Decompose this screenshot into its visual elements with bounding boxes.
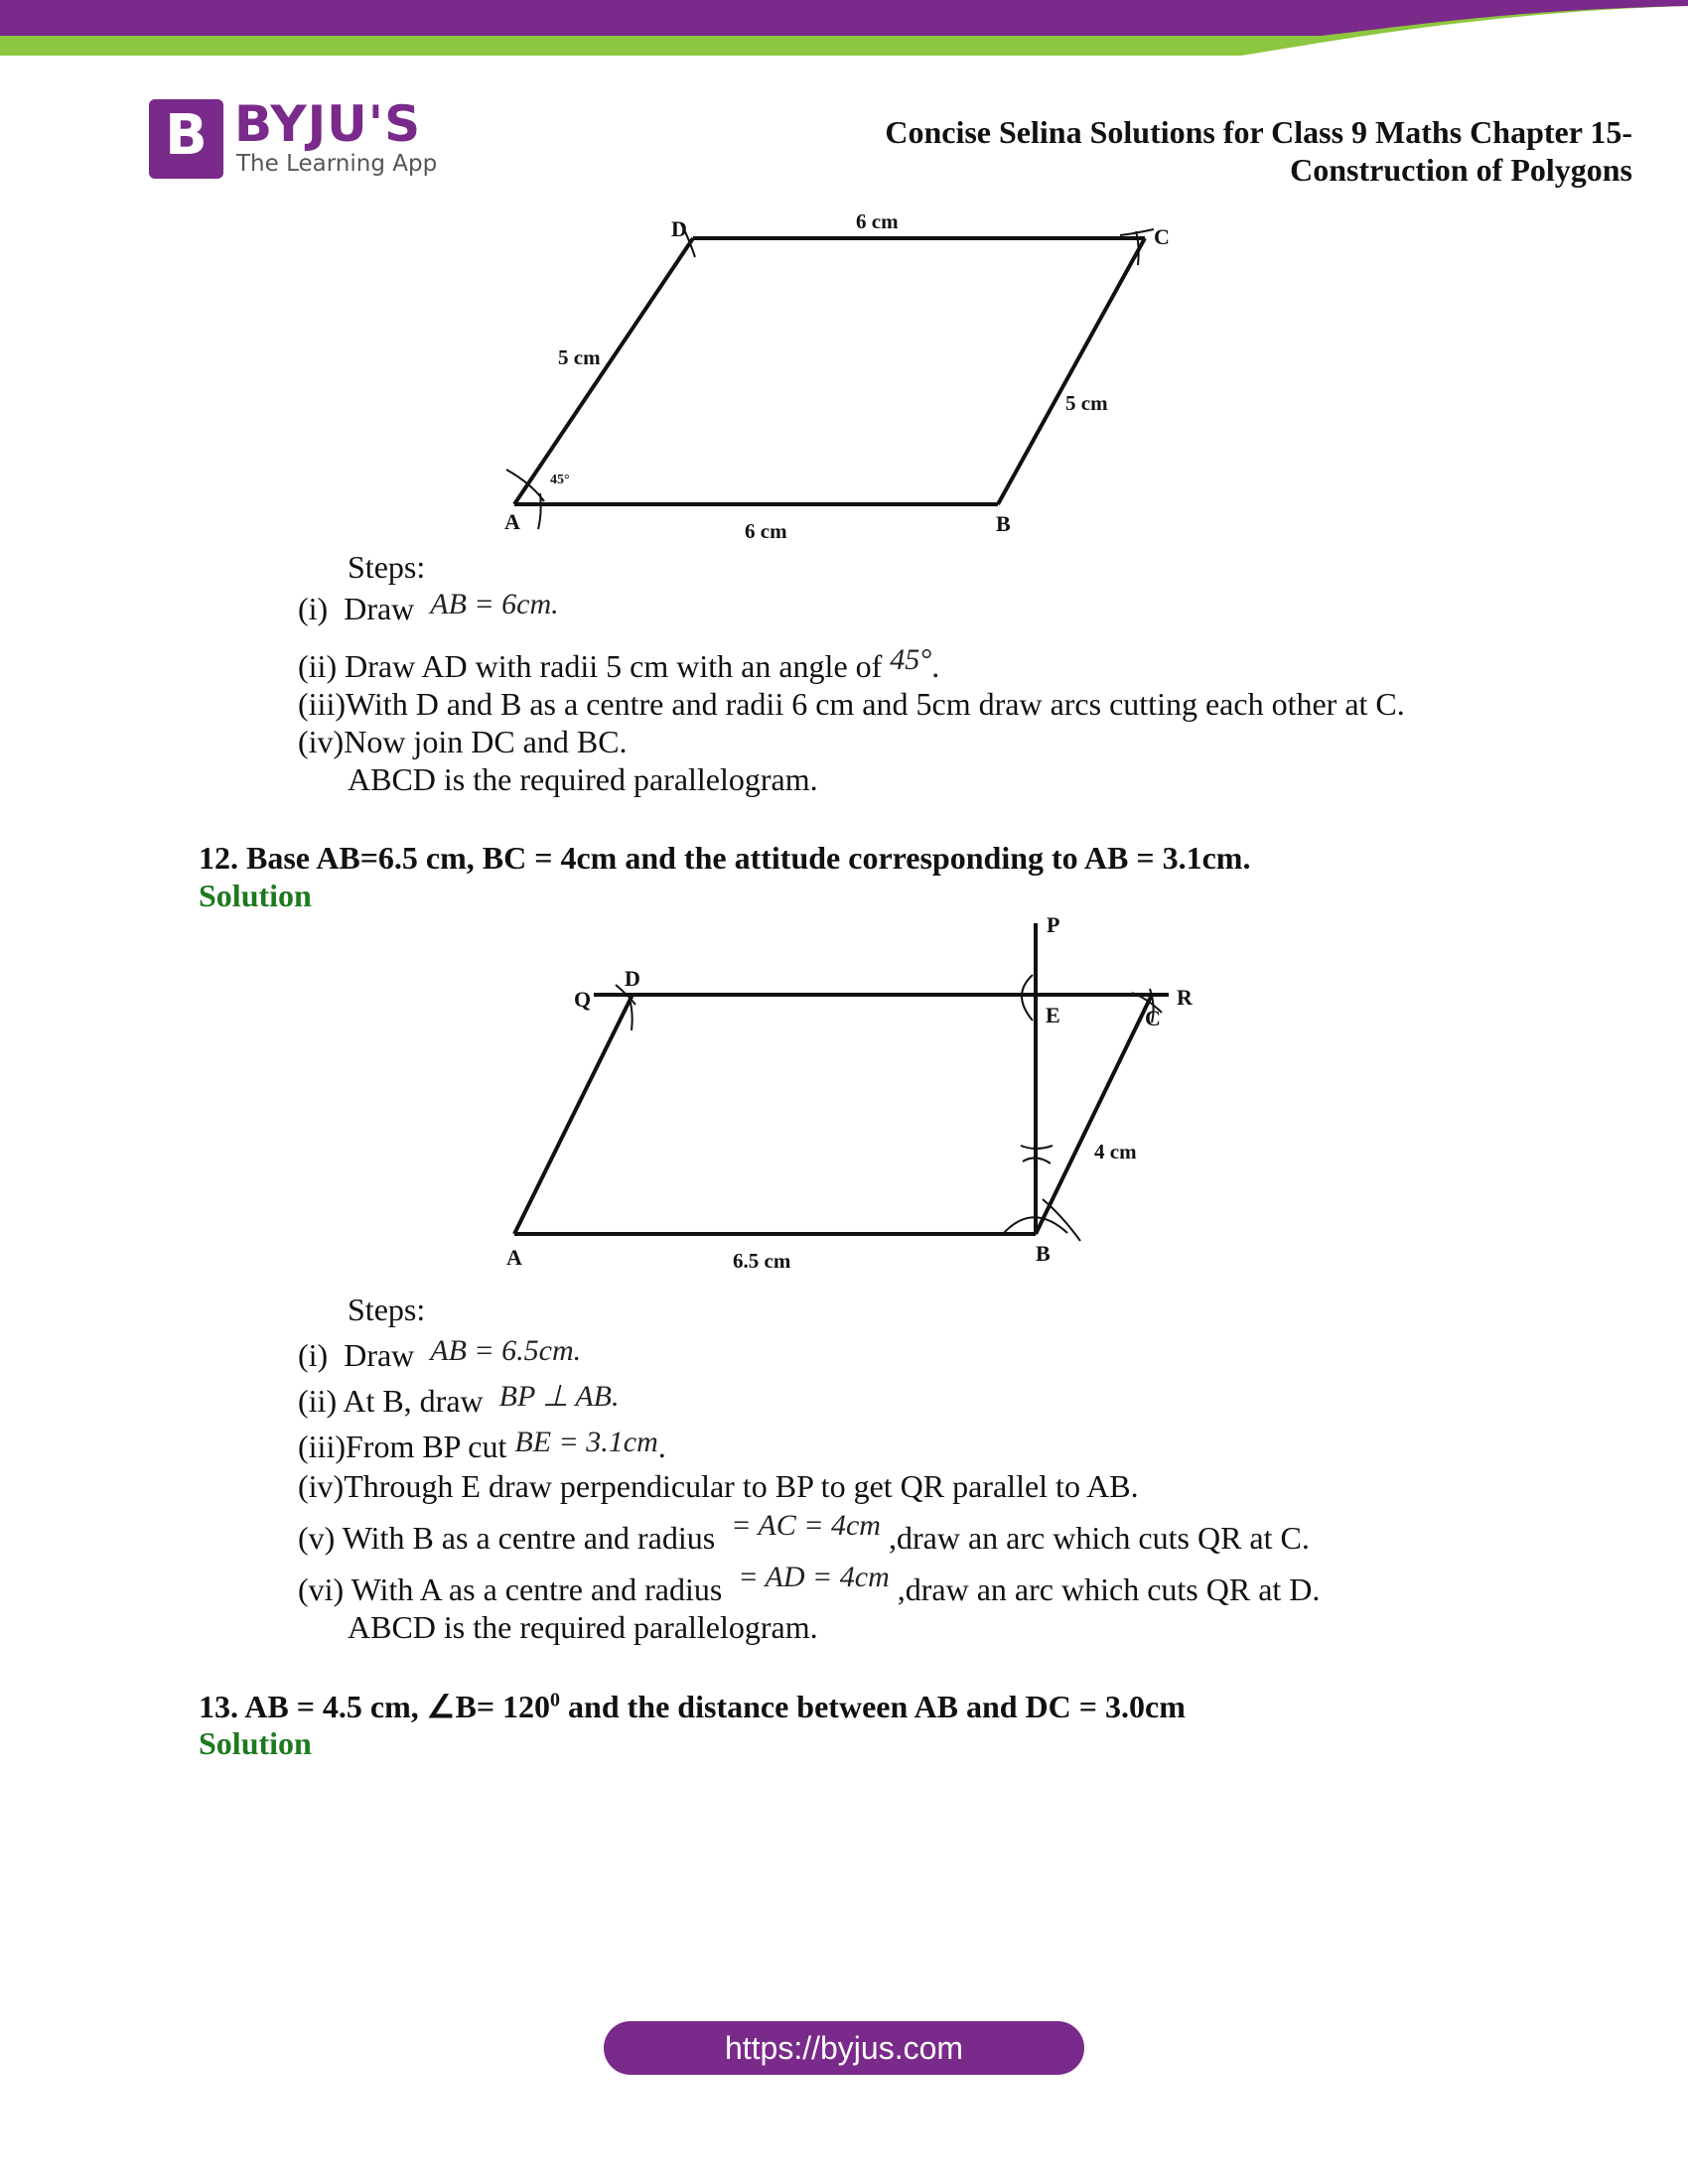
steps2-conclusion: ABCD is the required parallelogram. (348, 1609, 818, 1645)
fig1-label-d: D (671, 216, 687, 241)
steps2-step-5 (298, 1509, 1310, 1559)
fig2-arc-e (1022, 975, 1033, 1021)
byjus-logo (149, 95, 447, 179)
steps1-step-3-text: With D and B as a centre and radii 6 cm and 5cm draw arcs cutting each other at C. (345, 686, 1405, 722)
steps2-heading: Steps: (348, 1292, 426, 1327)
steps1-step-4 (298, 723, 628, 760)
fig2-label-r: R (1177, 985, 1193, 1010)
fig2-label-e: E (1046, 1003, 1060, 1027)
fig1-right-length: 5 cm (1065, 391, 1108, 415)
steps2-step-3-math: BE = 3.1cm (514, 1426, 658, 1458)
question-12-title: 12. Base AB=6.5 cm, BC = 4cm and the attitude corresponding to AB = 3.1cm. (199, 840, 1251, 876)
logo-badge (149, 99, 223, 179)
steps2-step-4 (298, 1467, 1139, 1505)
steps2-step-6-rest: ,draw an arc which cuts QR at D. (897, 1571, 1321, 1607)
fig1-bottom-length: 6 cm (745, 519, 787, 543)
steps2-step-5-text: (v) With B as a centre and radius (298, 1520, 716, 1556)
steps2-step-2-text: (ii) At B, draw (298, 1383, 484, 1419)
steps2-step-1 (298, 1336, 581, 1376)
fig2-label-a: A (506, 1245, 522, 1270)
parallelogram-figure-2 (477, 903, 1231, 1281)
fig1-left-length: 5 cm (558, 345, 601, 369)
steps1-step-2-math: 45° (890, 643, 932, 676)
steps1-step-1 (298, 590, 559, 629)
steps1-step-4-text: Now join DC and BC. (344, 724, 628, 759)
steps2-step-5-math: = AC = 4cm (731, 1509, 881, 1542)
fig1-label-b: B (996, 511, 1011, 536)
steps2-step-4-text: Through E draw perpendicular to BP to get QR parallel to AB. (344, 1468, 1139, 1504)
steps2-step-6-math: = AD = 4cm (738, 1561, 890, 1593)
parallelogram-figure-1 (477, 204, 1211, 551)
steps1-step-3-num: (iii) (298, 686, 346, 722)
steps2-step-5-rest: ,draw an arc which cuts QR at C. (888, 1520, 1310, 1556)
fig2-ab-length: 6.5 cm (733, 1249, 791, 1273)
question-13-title-part1: 13. AB = 4.5 cm, ∠B= 120 (199, 1689, 551, 1724)
fig2-side-ad (514, 995, 633, 1234)
steps2-step-1-math: AB = 6.5cm. (430, 1334, 582, 1367)
fig1-label-a: A (504, 509, 520, 534)
steps2-step-1-text: Draw (344, 1337, 415, 1373)
steps2-step-4-num: (iv) (298, 1468, 345, 1504)
steps2-step-6 (298, 1561, 1321, 1610)
fig1-arc-a (538, 493, 541, 529)
steps2-step-2-math: BP ⊥ AB. (498, 1380, 620, 1413)
fig1-angle-label: 45° (550, 473, 570, 487)
fig1-side-ad (514, 238, 693, 504)
fig2-side-bc (1036, 995, 1152, 1234)
steps1-step-1-text: Draw (344, 591, 415, 626)
fig2-label-p: P (1047, 912, 1060, 937)
logo-letter: B (165, 103, 208, 168)
fig2-label-q: Q (574, 987, 592, 1012)
question-13-title-part2: and the distance between AB and DC = 3.0cm (560, 1689, 1186, 1724)
steps1-step-1-num: (i) (298, 591, 329, 626)
steps2-step-3-text: (iii)From BP cut (298, 1429, 507, 1464)
steps2-step-6-text: (vi) With A as a centre and radius (298, 1571, 723, 1607)
steps2-step-1-num: (i) (298, 1337, 329, 1373)
footer-url-link[interactable]: https://byjus.com (604, 2021, 1084, 2075)
steps1-step-3 (298, 685, 1405, 723)
question-13-title (199, 1688, 1186, 1725)
fig2-label-c: C (1145, 1006, 1161, 1030)
fig2-label-d: D (625, 966, 640, 991)
steps1-conclusion: ABCD is the required parallelogram. (348, 761, 818, 797)
header-title-line2: Construction of Polygons (1290, 152, 1632, 188)
page-header-title (739, 113, 1632, 189)
fig1-top-length: 6 cm (856, 209, 899, 233)
header-decor-bar (0, 0, 1688, 60)
steps1-heading: Steps: (348, 549, 426, 585)
question-12-solution-label: Solution (199, 878, 312, 913)
steps1-step-2-text: (ii) Draw AD with radii 5 cm with an angle of (298, 648, 883, 684)
fig2-label-b: B (1036, 1241, 1051, 1266)
question-13-solution-label: Solution (199, 1725, 312, 1761)
question-13-degree-sup: 0 (550, 1689, 561, 1711)
steps1-step-4-num: (iv) (298, 724, 345, 759)
fig2-arc-d2 (630, 999, 633, 1030)
fig1-label-c: C (1154, 224, 1170, 249)
fig2-bc-length: 4 cm (1094, 1140, 1137, 1163)
logo-tagline: The Learning App (236, 151, 438, 177)
header-title-line1: Concise Selina Solutions for Class 9 Maths Chapter 15- (885, 114, 1632, 150)
fig1-side-bc (998, 238, 1145, 504)
steps2-step-2 (298, 1382, 620, 1422)
steps1-step-2: (ii) Draw AD with radii 5 cm with an angle of 45°. (298, 643, 940, 684)
steps2-step-3: (iii)From BP cut BE = 3.1cm. (298, 1426, 666, 1464)
steps1-step-1-math: AB = 6cm. (430, 588, 559, 620)
logo-brand-name: BYJU'S (234, 95, 422, 153)
